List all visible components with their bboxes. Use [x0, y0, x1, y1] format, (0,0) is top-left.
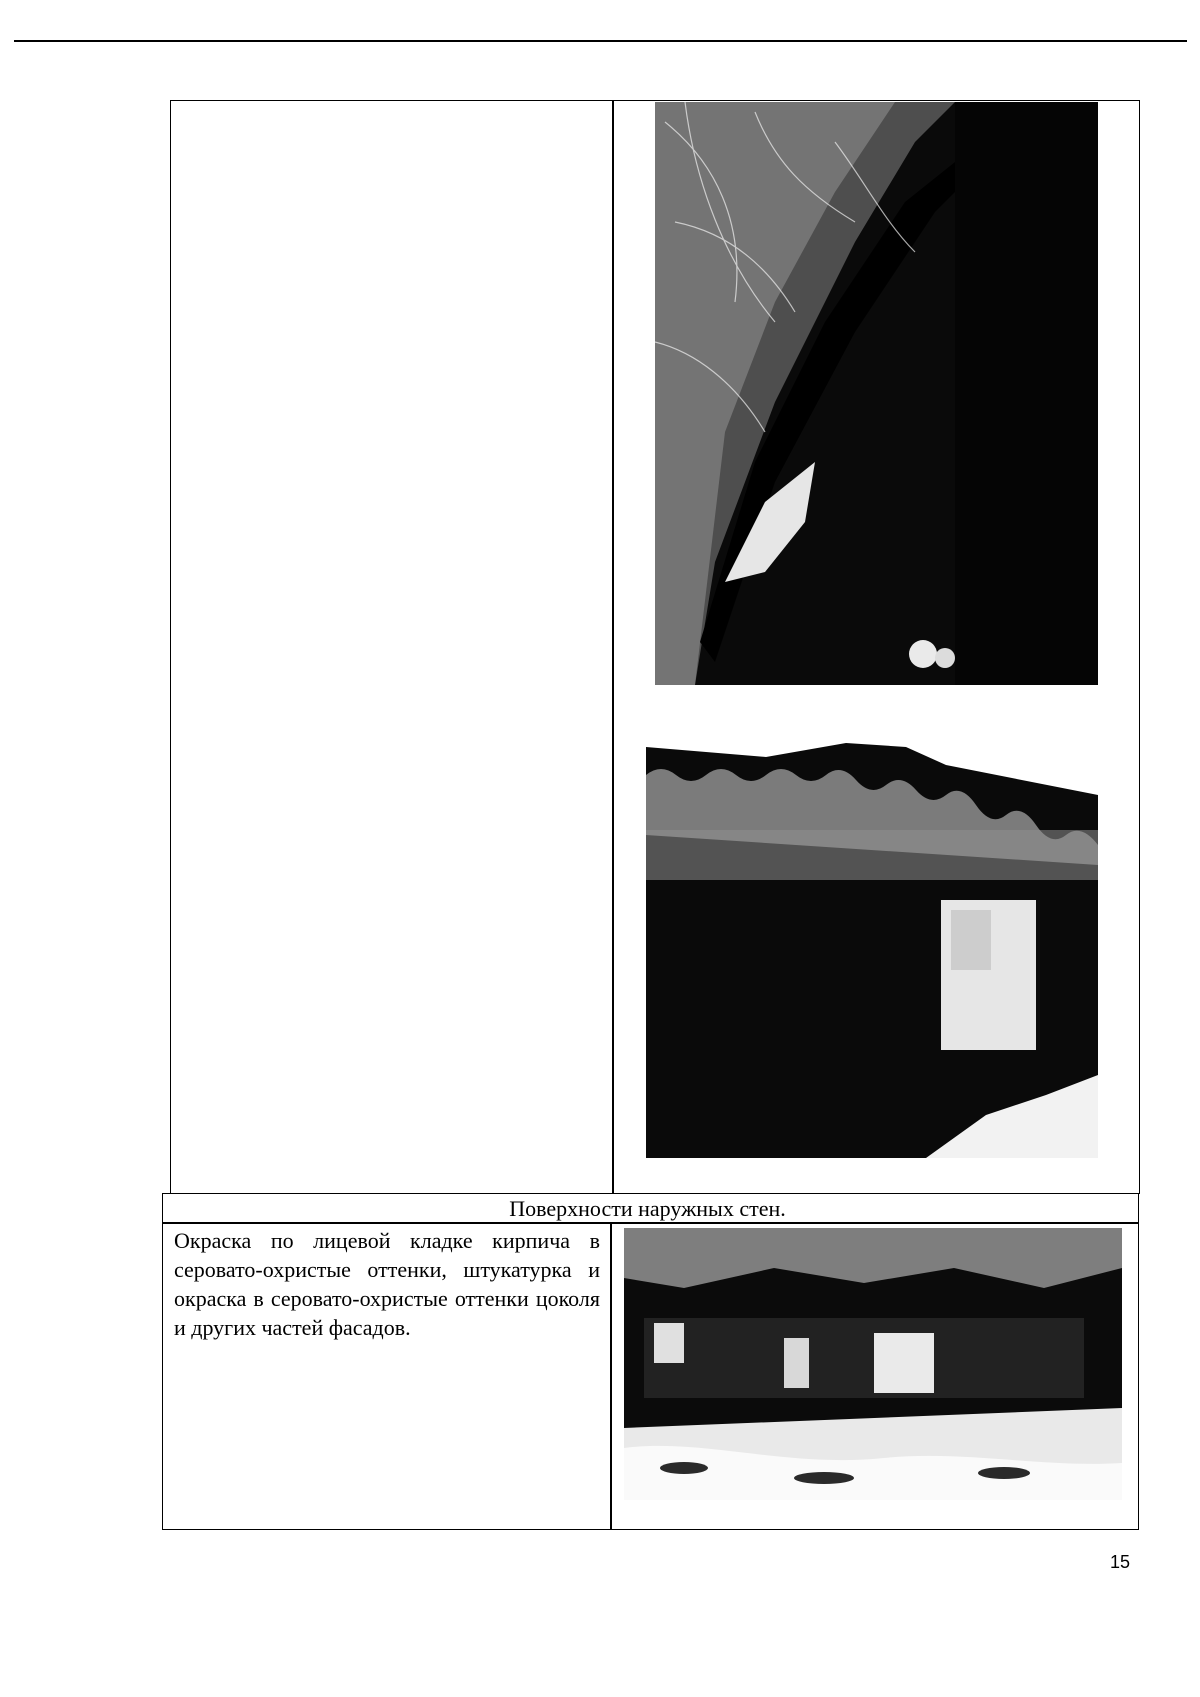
header-rule	[14, 40, 1187, 42]
table-lower-row-divider	[162, 1222, 1139, 1224]
photo-tree-and-wall	[655, 102, 1098, 685]
photo-building-roof	[646, 735, 1098, 1158]
page-number: 15	[1109, 1552, 1130, 1572]
table-lower-col-divider	[610, 1222, 612, 1530]
section-title: Поверхности наружных стен.	[509, 1196, 786, 1221]
description-text: Окраска по лицевой кладке кирпича в серовато-охристые оттенки, штукатурка и окраска в серовато-охристые оттенки цоколя и других частей фасадов.	[174, 1228, 600, 1340]
photo-facade-street	[624, 1228, 1122, 1500]
table-upper-divider	[612, 100, 614, 1194]
